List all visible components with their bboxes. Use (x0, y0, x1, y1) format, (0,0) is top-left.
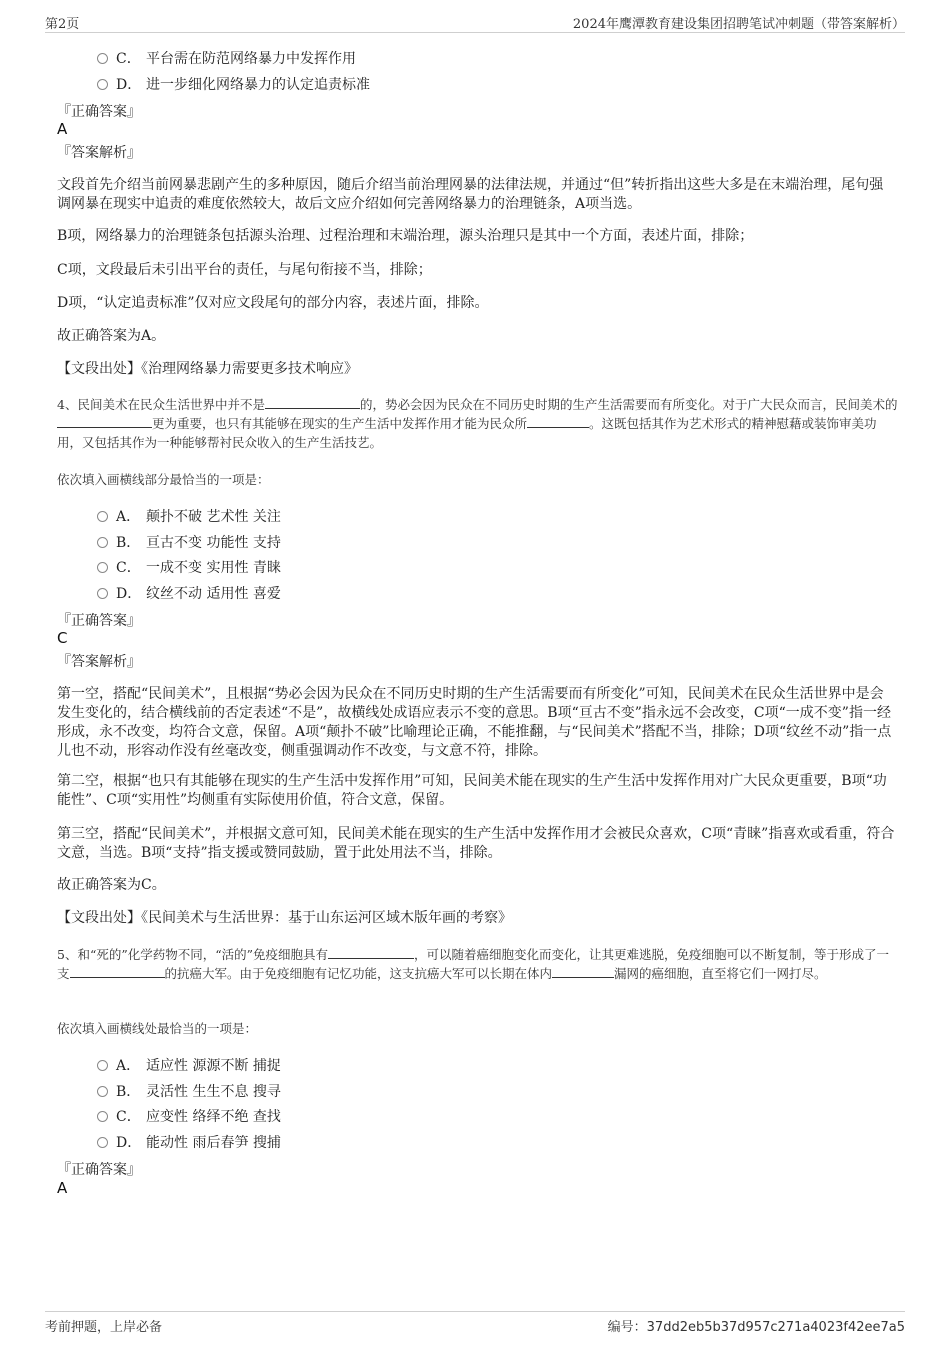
radio-icon[interactable] (97, 79, 108, 90)
q4-option-c[interactable]: C． 一成不变 实用性 青睐 (97, 557, 281, 577)
q3-analysis-paragraph: D项，“认定追责标准”仅对应文段尾句的部分内容，表述片面，排除。 (57, 295, 489, 311)
q5-answer: A (57, 1179, 68, 1197)
q3-option-d[interactable]: D． 进一步细化网络暴力的认定追责标准 (97, 74, 370, 94)
q5-option-d[interactable]: D． 能动性 雨后春笋 搜捕 (97, 1132, 281, 1152)
radio-icon[interactable] (97, 537, 108, 548)
q4-option-a[interactable]: A． 颠扑不破 艺术性 关注 (97, 506, 281, 526)
q5-stem: 5、和“死的”化学药物不同，“活的”免疫细胞具有 ，可以随着癌细胞变化而变化，让其更难逃脱，免疫细胞可以不断复制，等于形成了一支 的抗癌大军。由于免疫细胞有记忆功能，这支抗癌大军可以长期在体内 漏网的癌细胞，直至将它们一网打尽。 (57, 947, 890, 981)
q3-analysis-paragraph: B项，网络暴力的治理链条包括源头治理、过程治理和末端治理，源头治理只是其中一个方面，表述片面，排除； (57, 228, 754, 244)
q5-option-a[interactable]: A． 适应性 源源不断 捕捉 (97, 1055, 281, 1075)
radio-icon[interactable] (97, 53, 108, 64)
q3-answer-heading: 『正确答案』 (57, 104, 141, 120)
q4-answer: C (57, 629, 68, 647)
fill-blank (57, 415, 152, 428)
q4-stem: 4、民间美术在民众生活世界中并不是 的，势必会因为民众在不同历史时期的生产生活需要而有所变化。对于广大民众而言，民间美术的更为重要，也只有其能够在现实的生产生活中发挥作用才能为民众所 。这既包括其作为艺术形式的精神慰藉或装饰审美功用，又包括其作为一种能够帮衬民众收入的生产生活技艺。 (57, 397, 898, 450)
radio-icon[interactable] (97, 1086, 108, 1097)
q4-conclusion: 故正确答案为C。 (57, 877, 166, 893)
q5-option-b[interactable]: B． 灵活性 生生不息 搜寻 (97, 1081, 281, 1101)
fill-blank (265, 396, 360, 409)
fill-blank (527, 415, 589, 428)
radio-icon[interactable] (97, 1111, 108, 1122)
q3-analysis-paragraph: C项，文段最后未引出平台的责任，与尾句衔接不当，排除； (57, 262, 432, 278)
q3-option-c[interactable]: C． 平台需在防范网络暴力中发挥作用 (97, 48, 356, 68)
radio-icon[interactable] (97, 1060, 108, 1071)
header-divider (45, 32, 905, 33)
page-number: 第2页 (45, 17, 80, 32)
q4-option-d[interactable]: D． 纹丝不动 适用性 喜爱 (97, 583, 281, 603)
q3-analysis-paragraph: 文段首先介绍当前网暴悲剧产生的多种原因，随后介绍当前治理网暴的法律法规，并通过“但”转折指出这些大多是在末端治理，尾句强调网暴在现实中追责的难度依然较大，故后文应介绍如何完善网络暴力的治理链条，A项当选。 (57, 177, 884, 212)
q4-option-b[interactable]: B． 亘古不变 功能性 支持 (97, 532, 281, 552)
radio-icon[interactable] (97, 588, 108, 599)
fill-blank (70, 965, 165, 978)
radio-icon[interactable] (97, 562, 108, 573)
document-title: 2024年鹰潭教育建设集团招聘笔试冲刺题（带答案解析） (572, 17, 905, 32)
q3-answer: A (57, 120, 68, 138)
fill-blank (328, 946, 414, 959)
q4-answer-heading: 『正确答案』 (57, 613, 141, 629)
q5-prompt: 依次填入画横线处最恰当的一项是： (57, 1021, 258, 1036)
q4-analysis-heading: 『答案解析』 (57, 654, 141, 670)
q4-analysis-paragraph: 第二空，根据“也只有其能够在现实的生产生活中发挥作用”可知，民间美术能在现实的生产生活中发挥作用对广大民众更重要，B项“功能性”、C项“实用性”均侧重有实际使用价值，符合文意，保留。 (57, 773, 887, 808)
radio-icon[interactable] (97, 1137, 108, 1148)
fill-blank (552, 965, 614, 978)
q5-option-c[interactable]: C． 应变性 络绎不绝 查找 (97, 1106, 281, 1126)
q4-source: 【文段出处】《民间美术与生活世界：基于山东运河区域木版年画的考察》 (57, 910, 512, 926)
q3-conclusion: 故正确答案为A。 (57, 328, 166, 344)
q4-prompt: 依次填入画横线部分最恰当的一项是： (57, 472, 270, 487)
document-code: 编号：37dd2eb5b37d957c271a4023f42ee7a5 (607, 1320, 905, 1335)
radio-icon[interactable] (97, 511, 108, 522)
q5-answer-heading: 『正确答案』 (57, 1162, 141, 1178)
q4-analysis-paragraph: 第一空，搭配“民间美术”，且根据“势必会因为民众在不同历史时期的生产生活需要而有所变化”可知，民间美术在民众生活世界中是会发生变化的，结合横线前的否定表述“不是”，故横线处成语应表示不变的意思。B项“亘古不变”指永远不会改变，C项“一成不变”指一经形成，永不改变，均符合文意，保留。A项“颠扑不破”比喻理论正确，不能推翻，与“民间美术”搭配不当，排除；D项“纹丝不动”指一点儿也不动，形容动作没有丝毫改变，侧重强调动作不改变，与文意不符，排除。 (57, 686, 892, 759)
q4-analysis-paragraph: 第三空，搭配“民间美术”，并根据文意可知，民间美术能在现实的生产生活中发挥作用才会被民众喜欢，C项“青睐”指喜欢或看重，符合文意，当选。B项“支持”指支援或赞同鼓励，置于此处用法不当，排除。 (57, 826, 895, 861)
footer-slogan: 考前押题，上岸必备 (45, 1320, 163, 1335)
q3-analysis-heading: 『答案解析』 (57, 145, 141, 161)
q3-source: 【文段出处】《治理网络暴力需要更多技术响应》 (57, 361, 358, 377)
footer-divider (45, 1311, 905, 1312)
